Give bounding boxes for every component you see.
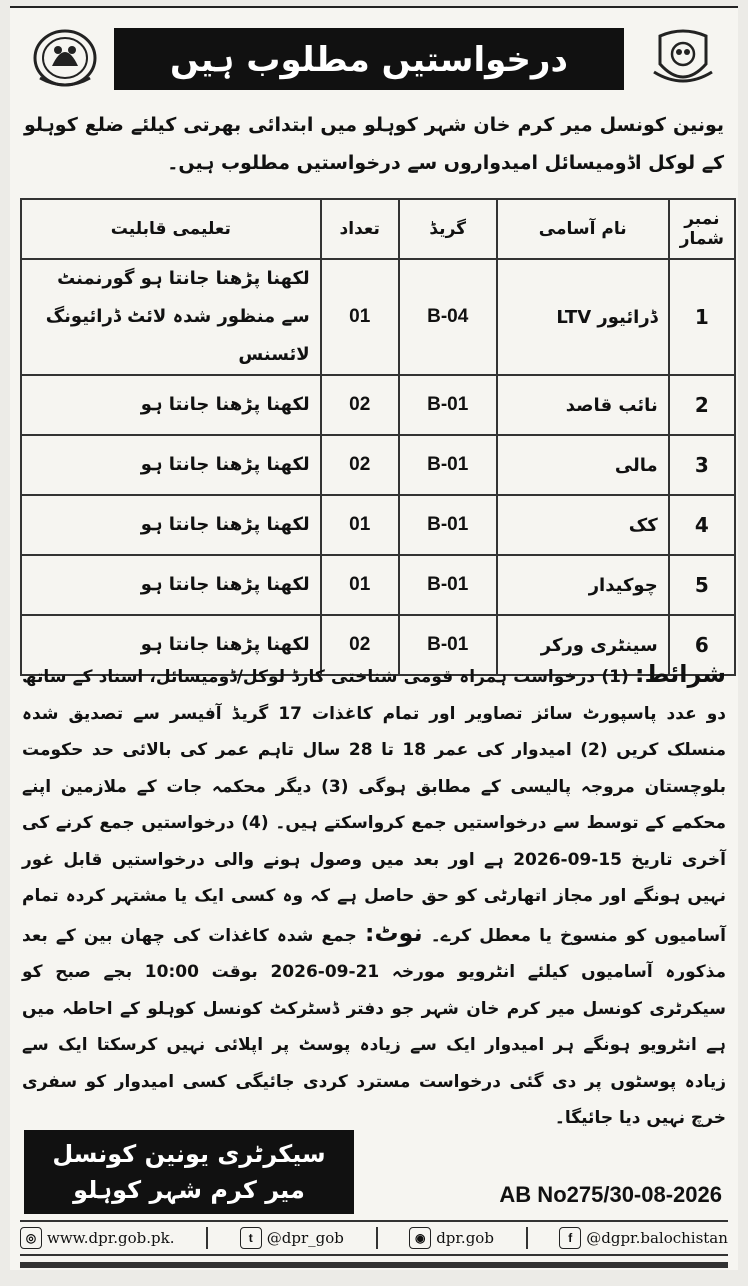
balochistan-emblem-icon xyxy=(648,28,718,90)
table-header-row xyxy=(21,199,735,259)
facebook-link[interactable] xyxy=(559,1227,728,1249)
header-qualification: تعلیمی قابلیت xyxy=(21,199,321,259)
header-sno: نمبر شمار xyxy=(669,199,735,259)
divider xyxy=(526,1227,528,1249)
row-count: 02 xyxy=(321,615,399,675)
row-qualification: لکھنا پڑھنا جانتا ہو xyxy=(21,615,321,675)
header-post: نام آسامی xyxy=(497,199,669,259)
table-row xyxy=(21,495,735,555)
instagram-link[interactable] xyxy=(409,1227,494,1249)
row-post: مالی xyxy=(497,435,669,495)
header-count: تعداد xyxy=(321,199,399,259)
row-sno: 4 xyxy=(669,495,735,555)
facebook-text: @dgpr.balochistan xyxy=(586,1229,728,1247)
intro-text: یونین کونسل میر کرم خان شہر کوہلو میں ابتدائی بھرتی کیلئے ضلع کوہلو کے لوکل اڈومیسائل امیدواروں سے درخواستیں مطلوب ہیں۔ xyxy=(24,114,724,174)
page-title: درخواستیں مطلوب ہیں xyxy=(114,28,624,90)
row-grade: B-01 xyxy=(399,555,497,615)
website-text: www.dpr.gob.pk. xyxy=(47,1229,175,1247)
advertisement-page xyxy=(10,6,738,1270)
row-qualification: لکھنا پڑھنا جانتا ہو گورنمنٹ سے منظور شدہ لائٹ ڈرائیونگ لائسنس xyxy=(21,259,321,375)
row-qualification: لکھنا پڑھنا جانتا ہو xyxy=(21,555,321,615)
row-sno: 5 xyxy=(669,555,735,615)
row-grade: B-01 xyxy=(399,495,497,555)
ad-number: AB No275/30-08-2026 xyxy=(499,1182,722,1207)
conditions-heading: شرائط: xyxy=(634,660,726,688)
conditions-section xyxy=(22,656,726,1137)
bottom-border xyxy=(20,1262,728,1268)
facebook-icon: f xyxy=(559,1227,581,1249)
instagram-text: dpr.gob xyxy=(436,1229,494,1247)
twitter-text: @dpr_gob xyxy=(266,1229,344,1247)
row-sno: 3 xyxy=(669,435,735,495)
row-count: 02 xyxy=(321,435,399,495)
vacancies-table xyxy=(20,198,736,676)
row-post: کک xyxy=(497,495,669,555)
social-footer xyxy=(20,1220,728,1256)
row-qualification: لکھنا پڑھنا جانتا ہو xyxy=(21,435,321,495)
header-grade: گریڈ xyxy=(399,199,497,259)
row-post: چوکیدار xyxy=(497,555,669,615)
signature-line-1: سیکرٹری یونین کونسل xyxy=(52,1140,326,1168)
instagram-icon: ◉ xyxy=(409,1227,431,1249)
twitter-icon: t xyxy=(240,1227,262,1249)
table-row xyxy=(21,435,735,495)
table-row xyxy=(21,555,735,615)
row-count: 01 xyxy=(321,259,399,375)
row-count: 01 xyxy=(321,555,399,615)
row-sno: 6 xyxy=(669,615,735,675)
note-label: نوٹ: xyxy=(364,918,423,947)
row-post: ڈرائیور LTV xyxy=(497,259,669,375)
row-post: سینٹری ورکر xyxy=(497,615,669,675)
globe-icon: ◎ xyxy=(20,1227,42,1249)
table-row xyxy=(21,259,735,375)
top-border xyxy=(10,6,738,8)
signature-block xyxy=(24,1130,354,1214)
signature-line-2: میر کرم شہر کوہلو xyxy=(73,1176,305,1204)
row-qualification: لکھنا پڑھنا جانتا ہو xyxy=(21,495,321,555)
row-count: 01 xyxy=(321,495,399,555)
row-grade: B-01 xyxy=(399,615,497,675)
row-grade: B-04 xyxy=(399,259,497,375)
twitter-link[interactable] xyxy=(240,1227,344,1249)
row-grade: B-01 xyxy=(399,375,497,435)
table-row xyxy=(21,375,735,435)
website-link[interactable] xyxy=(20,1227,174,1249)
row-sno: 1 xyxy=(669,259,735,375)
row-grade: B-01 xyxy=(399,435,497,495)
row-sno: 2 xyxy=(669,375,735,435)
conditions-text: (1) درخواست ہمراہ قومی شناختی کارڈ لوکل/ڈومیسائل، اسناد کے ساتھ دو عدد پاسپورٹ سائز تصاویر اور تمام کاغذات 17 گریڈ آفیسر سے تصدیق شدہ منسلک کریں (2) امیدوار کی عمر 18 تا 28 سال تاہم عمر کی بالائی حد حکومت بلوچستان مروجہ پالیسی کے مطابق ہوگی (3) دیگر محکمہ جات کے ملازمین اپنے محکمے کے توسط سے درخواستیں جمع کرواسکتے ہیں۔ (4) درخواستیں جمع کرنے کی آخری تاریخ 15-09-2026 ہے اور بعد میں وصول ہونے والی درخواستیں قابل غور نہیں ہونگے اور مجاز اتھارٹی کو حق حاصل ہے کہ وہ کسی ایک یا مشتہر کردہ تمام آسامیوں کو منسوخ یا معطل کرے۔ xyxy=(22,667,727,946)
divider xyxy=(206,1227,208,1249)
row-count: 02 xyxy=(321,375,399,435)
government-emblem-icon xyxy=(30,28,100,90)
divider xyxy=(376,1227,378,1249)
row-post: نائب قاصد xyxy=(497,375,669,435)
row-qualification: لکھنا پڑھنا جانتا ہو xyxy=(21,375,321,435)
note-text: جمع شدہ کاغذات کی چھان بین کے بعد مذکورہ آسامیوں کیلئے انٹرویو مورخہ 21-09-2026 بوقت 10:00 بجے صبح کو سیکرٹری کونسل میر کرم خان شہر جو دفتر ڈسٹرکٹ کونسل کوہلو کے احاطہ میں ہے انٹرویو ہونگے ہر امیدوار ایک سے زیادہ پوسٹ پر اپلائی نہیں کرسکتا ایک سے زیادہ پوسٹوں پر دی گئی درخواست مسترد کردی جائیگی کسی امیدوار کو سفری خرچ نہیں دیا جائیگا۔ xyxy=(22,925,727,1128)
